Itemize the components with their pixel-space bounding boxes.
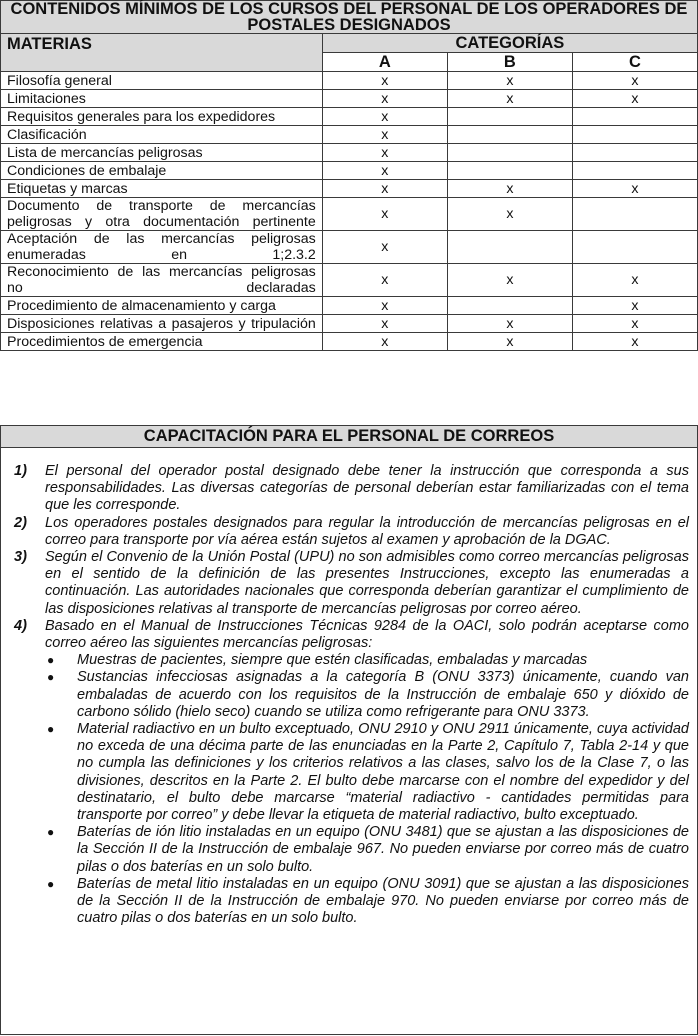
bullet-icon: ● [47,876,55,891]
cat-b-cell: x [447,180,572,198]
capacitacion-title: CAPACITACIÓN PARA EL PERSONAL DE CORREOS [1,426,697,448]
cat-c-cell: x [572,315,697,333]
bullet-icon: ● [47,653,55,668]
materia-cell: Aceptación de las mercancías peligrosas enumeradas en 1;2.3.2 [1,231,323,264]
cat-b-cell [447,162,572,180]
cat-b-cell [447,126,572,144]
table-row [1,162,698,180]
cat-a-cell: x [322,72,447,90]
materia-cell: Lista de mercancías peligrosas [1,144,323,162]
cat-b-cell: x [447,333,572,351]
cat-a-cell: x [322,180,447,198]
cat-b-cell: x [447,90,572,108]
materia-cell: Requisitos generales para los expedidores [1,108,323,126]
cat-b-cell: x [447,72,572,90]
cat-c-cell [572,108,697,126]
bullet-text: Material radiactivo en un bulto exceptuado, ONU 2910 y ONU 2911 únicamente, cuya actividad no exceda de una décima parte de las enunciadas en la Parte 2, Capítulo 7, Tabla 2-14 y que no cumpla las definiciones y los criterios relativos a las clases, salvo los de la Clase 7, o las divisiones, descritos en la Parte 2. El bulto debe marcarse con el nombre del expedidor y del destinatario, el bulto debe marcarse “material radiactivo - cantidades permitidas para transporte por correo” y debe llevar la etiqueta de material radiactivo, bulto exceptuado. [77,721,689,824]
materia-cell: Reconocimiento de las mercancías peligrosas no declaradas [1,264,323,297]
courses-table [0,0,698,351]
table-row [1,126,698,144]
bullet-item [45,652,689,669]
cat-b-cell: x [447,198,572,231]
table-row [1,333,698,351]
materia-cell: Documento de transporte de mercancías peligrosas y otra documentación pertinente [1,198,323,231]
table-row [1,144,698,162]
cat-c-cell [572,144,697,162]
item-text: Basado en el Manual de Instrucciones Técnicas 9284 de la OACI, solo podrán aceptarse como correo aéreo las siguientes mercancías peligrosas: [45,617,689,652]
cat-c-cell: x [572,90,697,108]
cat-a-cell: x [322,231,447,264]
bullet-icon: ● [47,722,55,737]
cat-c-cell [572,126,697,144]
item-number: 1) [14,463,27,479]
materia-cell: Condiciones de embalaje [1,162,323,180]
cat-b-cell [447,108,572,126]
bullet-list [45,652,689,927]
bullet-item [45,721,689,824]
column-header-c: C [572,53,697,72]
cat-a-cell: x [322,264,447,297]
table-row [1,315,698,333]
cat-b-cell [447,144,572,162]
cat-c-cell: x [572,72,697,90]
cat-c-cell [572,162,697,180]
table-row [1,297,698,315]
cat-b-cell [447,231,572,264]
bullet-item [45,669,689,721]
table-title: CONTENIDOS MÍNIMOS DE LOS CURSOS DEL PERSONAL DE LOS OPERADORES DE POSTALES DESIGNADOS [1,1,698,34]
column-header-b: B [447,53,572,72]
cat-c-cell [572,231,697,264]
capacitacion-list [1,463,697,927]
cat-a-cell: x [322,333,447,351]
cat-c-cell: x [572,297,697,315]
materia-cell: Disposiciones relativas a pasajeros y tripulación [1,315,323,333]
materias-header: MATERIAS [1,34,323,72]
bullet-text: Baterías de metal litio instaladas en un equipo (ONU 3091) que se ajustan a las disposiciones de la Sección II de la Instrucción de embalaje 970. No pueden enviarse por correo más de cuatro pilas o dos baterías en un solo bulto. [77,875,689,927]
item-text: Los operadores postales designados para regular la introducción de mercancías peligrosas en el correo para transporte por vía aérea están sujetos al examen y aprobación de la DGAC. [45,514,689,548]
table-row [1,231,698,264]
cat-a-cell: x [322,162,447,180]
cat-a-cell: x [322,144,447,162]
bullet-item [45,824,689,876]
column-header-a: A [322,53,447,72]
item-text: Según el Convenio de la Unión Postal (UPU) no son admisibles como correo mercancías peligrosas en el sentido de la definición de las presentes Instrucciones, excepto las enumeradas a continuación. Las autoridades nacionales que corresponda deberían garantizar el cumplimiento de las disposiciones relativas al transporte de mercancías peligrosas por correo aéreo. [45,549,689,617]
numbered-item [1,515,697,549]
table-row [1,264,698,297]
item-number: 3) [14,549,27,566]
materia-cell: Procedimientos de emergencia [1,333,323,351]
cat-b-cell: x [447,264,572,297]
materia-cell: Procedimiento de almacenamiento y carga [1,297,323,315]
bullet-text: Baterías de ión litio instaladas en un equipo (ONU 3481) que se ajustan a las disposiciones de la Sección II de la Instrucción de embalaje 967. No pueden enviarse por correo más de cuatro pilas o dos baterías en un solo bulto. [77,824,689,875]
bullet-item [45,876,689,928]
capacitacion-box [0,425,698,1035]
cat-c-cell [572,198,697,231]
categorias-header: CATEGORÍAS [322,34,697,53]
bullet-icon: ● [47,670,55,685]
cat-a-cell: x [322,108,447,126]
numbered-item [1,549,697,618]
item-number: 2) [14,514,27,531]
bullet-text: Sustancias infecciosas asignadas a la categoría B (ONU 3373) únicamente, cuando van embaladas de acuerdo con los requisitos de la Instrucción de embalaje 650 y dióxido de carbono sólido (hielo seco) cuando se utiliza como refrigerante para ONU 3373. [77,669,689,720]
materia-cell: Filosofía general [1,72,323,90]
materia-cell: Limitaciones [1,90,323,108]
cat-c-cell: x [572,264,697,297]
cat-a-cell: x [322,198,447,231]
cat-c-cell: x [572,180,697,198]
item-text: El personal del operador postal designado debe tener la instrucción que corresponda a sus responsabilidades. Las diversas categorías de personal deberían estar familiarizadas con el tema que les corresponde. [45,463,689,514]
cat-a-cell: x [322,315,447,333]
cat-c-cell: x [572,333,697,351]
table-row [1,180,698,198]
numbered-item [1,463,697,515]
materia-cell: Etiquetas y marcas [1,180,323,198]
item-number: 4) [14,617,27,634]
table-row [1,90,698,108]
numbered-item [1,618,697,928]
cat-b-cell: x [447,315,572,333]
table-row [1,72,698,90]
cat-a-cell: x [322,90,447,108]
bullet-text: Muestras de pacientes, siempre que estén clasificadas, embaladas y marcadas [77,652,588,669]
table-row [1,108,698,126]
table-row [1,198,698,231]
materia-cell: Clasificación [1,126,323,144]
cat-b-cell [447,297,572,315]
bullet-icon: ● [47,825,55,840]
cat-a-cell: x [322,126,447,144]
cat-a-cell: x [322,297,447,315]
